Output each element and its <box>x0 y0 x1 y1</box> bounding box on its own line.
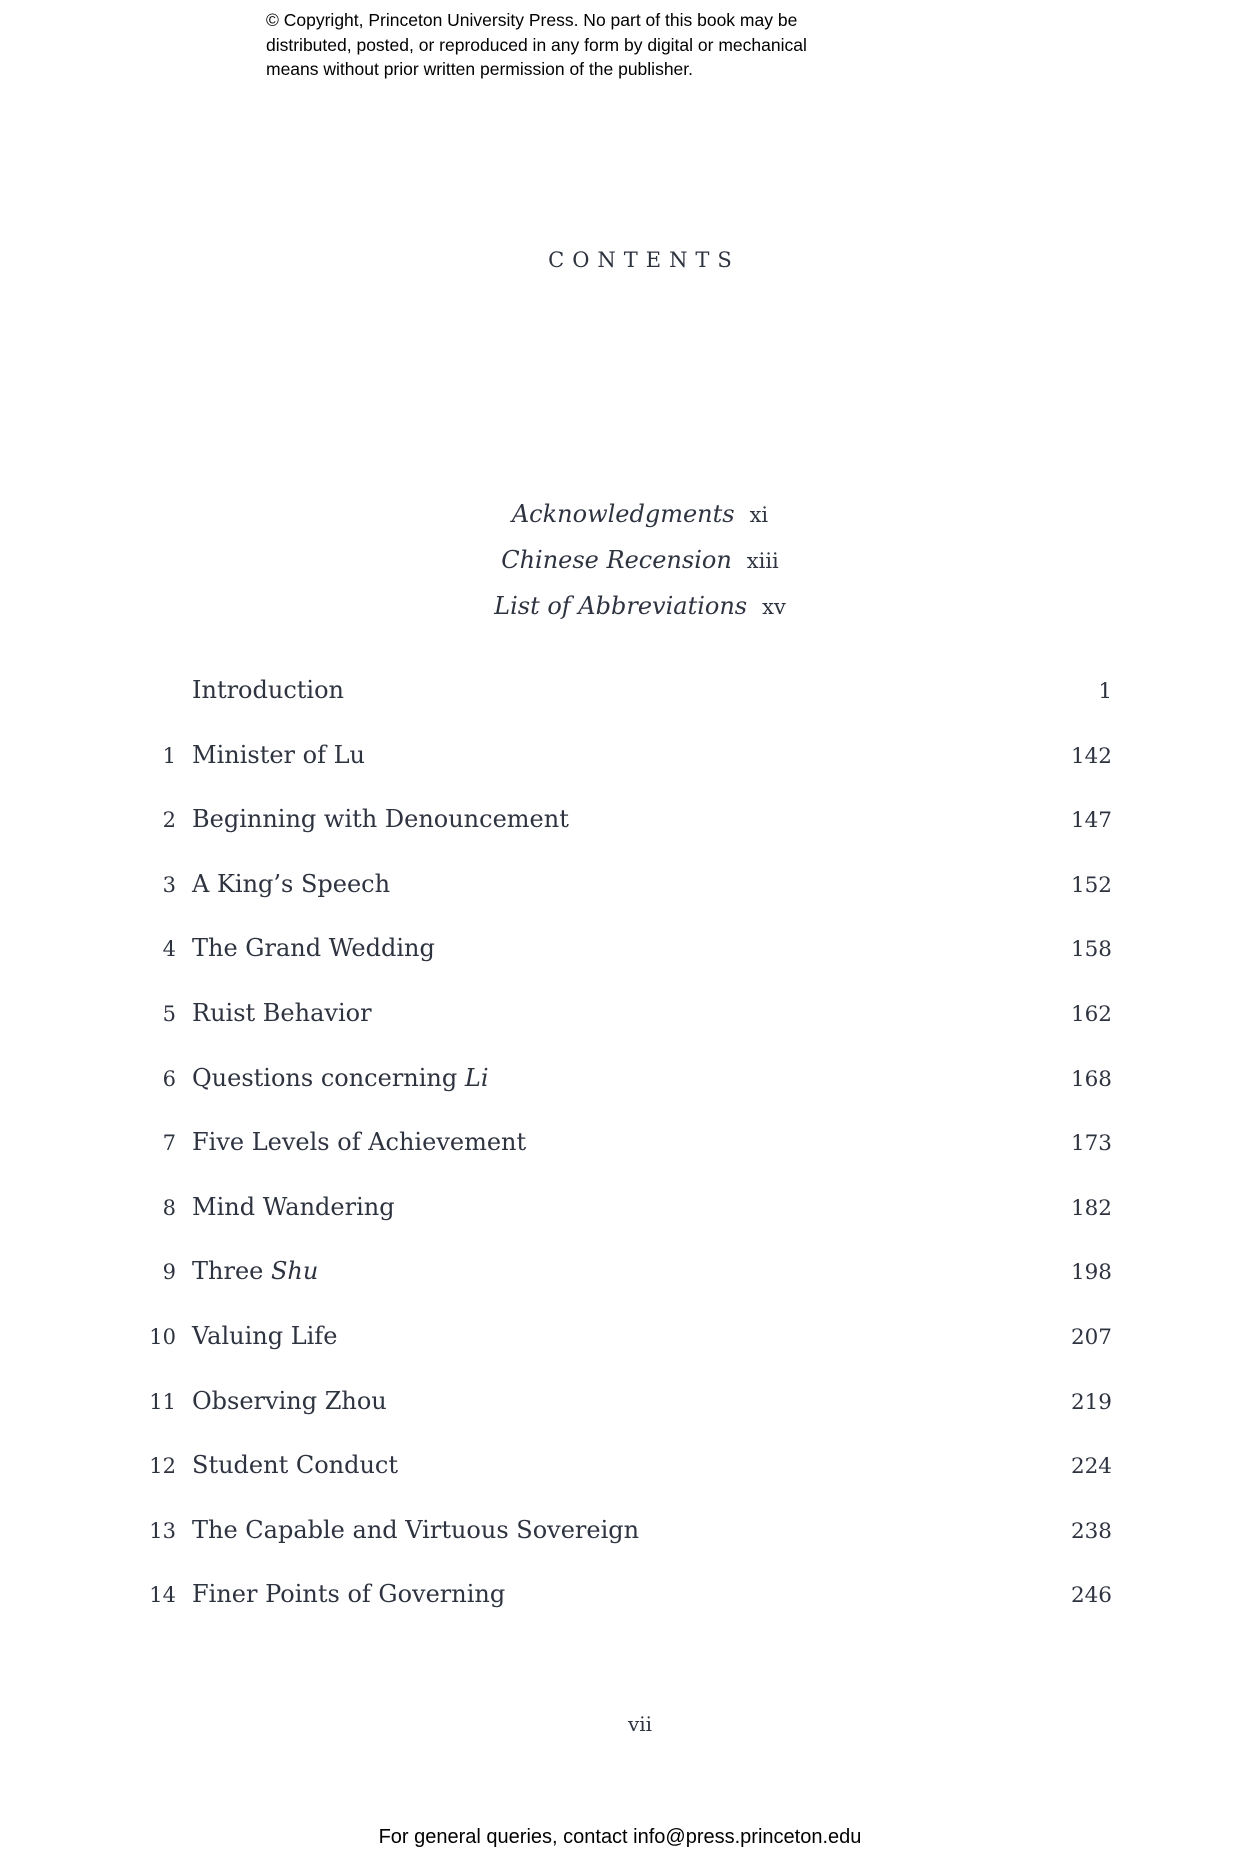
chapter-title-text: Introduction <box>192 676 344 704</box>
table-of-contents <box>136 676 1112 1645</box>
front-matter-page-number: xi <box>749 503 769 527</box>
chapter-number: 14 <box>149 1583 176 1608</box>
toc-row <box>136 1128 1112 1193</box>
page-number: 168 <box>1070 1066 1112 1092</box>
chapter-title-text: Minister of Lu <box>192 740 366 769</box>
chapter-number: 10 <box>149 1324 176 1349</box>
front-matter-label: Acknowledgments <box>511 500 735 528</box>
chapter-number: 4 <box>162 937 176 962</box>
toc-row <box>136 1257 1112 1322</box>
chapter-title-text: Beginning with Denouncement <box>192 805 569 834</box>
toc-row <box>136 1580 1112 1645</box>
toc-row <box>136 805 1112 870</box>
toc-row <box>136 676 1112 741</box>
chapter-title <box>192 1516 1071 1544</box>
chapter-title <box>192 1257 1071 1285</box>
chapter-title-text: Finer Points of Governing <box>192 1580 506 1609</box>
front-matter-item <box>160 592 1120 638</box>
chapter-number: 12 <box>149 1454 176 1479</box>
page-number: 152 <box>1070 872 1112 898</box>
chapter-title <box>192 1322 1071 1350</box>
chapter-number: 8 <box>162 1195 176 1220</box>
chapter-title <box>192 1193 1071 1221</box>
chapter-title <box>192 934 1071 962</box>
chapter-title <box>192 676 1098 704</box>
page-number: 207 <box>1070 1324 1112 1350</box>
chapter-title-text: Valuing Life <box>192 1321 338 1350</box>
queries-footer: For general queries, contact info@press.princeton.edu <box>378 1826 862 1848</box>
chapter-title-italic: Shu <box>270 1257 319 1286</box>
page-number: 224 <box>1070 1454 1112 1480</box>
chapter-title-text: Three <box>192 1257 271 1286</box>
chapter-title-italic: Li <box>464 1063 489 1092</box>
front-matter-page-number: xiii <box>746 549 779 573</box>
page-number: 173 <box>1070 1131 1112 1157</box>
toc-row <box>136 1451 1112 1516</box>
page-number: 198 <box>1070 1260 1112 1286</box>
toc-row <box>136 1064 1112 1129</box>
chapter-number: 3 <box>162 872 176 897</box>
front-matter-label: Chinese Recension <box>501 546 732 574</box>
chapter-title-text: Student Conduct <box>192 1451 399 1480</box>
toc-row <box>136 1387 1112 1452</box>
chapter-title-text: The Grand Wedding <box>192 934 435 963</box>
page-number: 1 <box>1098 679 1112 704</box>
chapter-title <box>192 805 1071 833</box>
chapter-number: 13 <box>149 1518 176 1543</box>
page-number: 147 <box>1070 808 1112 834</box>
page-number: 158 <box>1070 937 1112 963</box>
chapter-number: 1 <box>162 743 176 768</box>
copyright-line: means without prior written permission of the publisher. <box>266 59 694 79</box>
toc-row <box>136 741 1112 806</box>
chapter-title-text: Questions concerning <box>192 1063 465 1092</box>
toc-row <box>136 934 1112 999</box>
chapter-title <box>192 870 1071 898</box>
chapter-title <box>192 1580 1071 1608</box>
page-number: 246 <box>1070 1583 1112 1609</box>
page-number: 182 <box>1070 1195 1112 1221</box>
chapter-title <box>192 1387 1071 1415</box>
folio-page-number: vii <box>627 1712 653 1736</box>
copyright-line: © Copyright, Princeton University Press. No part of this book may be <box>266 10 798 30</box>
chapter-number: 9 <box>162 1260 176 1285</box>
copyright-line: distributed, posted, or reproduced in any form by digital or mechanical <box>266 34 807 55</box>
chapter-title <box>192 741 1071 769</box>
chapter-number: 11 <box>149 1389 176 1414</box>
chapter-title-text: Mind Wandering <box>192 1192 395 1221</box>
page-number: 162 <box>1070 1001 1112 1027</box>
toc-row <box>136 1322 1112 1387</box>
chapter-title <box>192 1451 1071 1479</box>
page-number: 142 <box>1070 743 1112 769</box>
page-number: 219 <box>1070 1389 1112 1415</box>
chapter-title <box>192 1128 1071 1156</box>
toc-row <box>136 999 1112 1064</box>
toc-row <box>136 1516 1112 1581</box>
chapter-number: 5 <box>162 1001 176 1026</box>
front-matter-list <box>160 500 1120 638</box>
chapter-number: 2 <box>162 808 176 833</box>
chapter-title-text: Five Levels of Achievement <box>192 1128 527 1157</box>
front-matter-item <box>160 500 1120 546</box>
chapter-number: 7 <box>162 1131 176 1156</box>
front-matter-item <box>160 546 1120 592</box>
chapter-title-text: The Capable and Virtuous Sovereign <box>192 1515 640 1544</box>
toc-row <box>136 870 1112 935</box>
chapter-title-text: Ruist Behavior <box>192 998 372 1027</box>
chapter-title-text: Observing Zhou <box>192 1386 387 1415</box>
chapter-number: 6 <box>162 1066 176 1091</box>
chapter-title <box>192 999 1071 1027</box>
chapter-title-text: A King’s Speech <box>192 869 391 898</box>
front-matter-label: List of Abbreviations <box>494 592 748 620</box>
chapter-title <box>192 1064 1071 1092</box>
page-number: 238 <box>1070 1518 1112 1544</box>
page-title: CONTENTS <box>548 248 740 272</box>
copyright-notice <box>266 8 906 82</box>
toc-row <box>136 1193 1112 1258</box>
front-matter-page-number: xv <box>762 595 786 619</box>
